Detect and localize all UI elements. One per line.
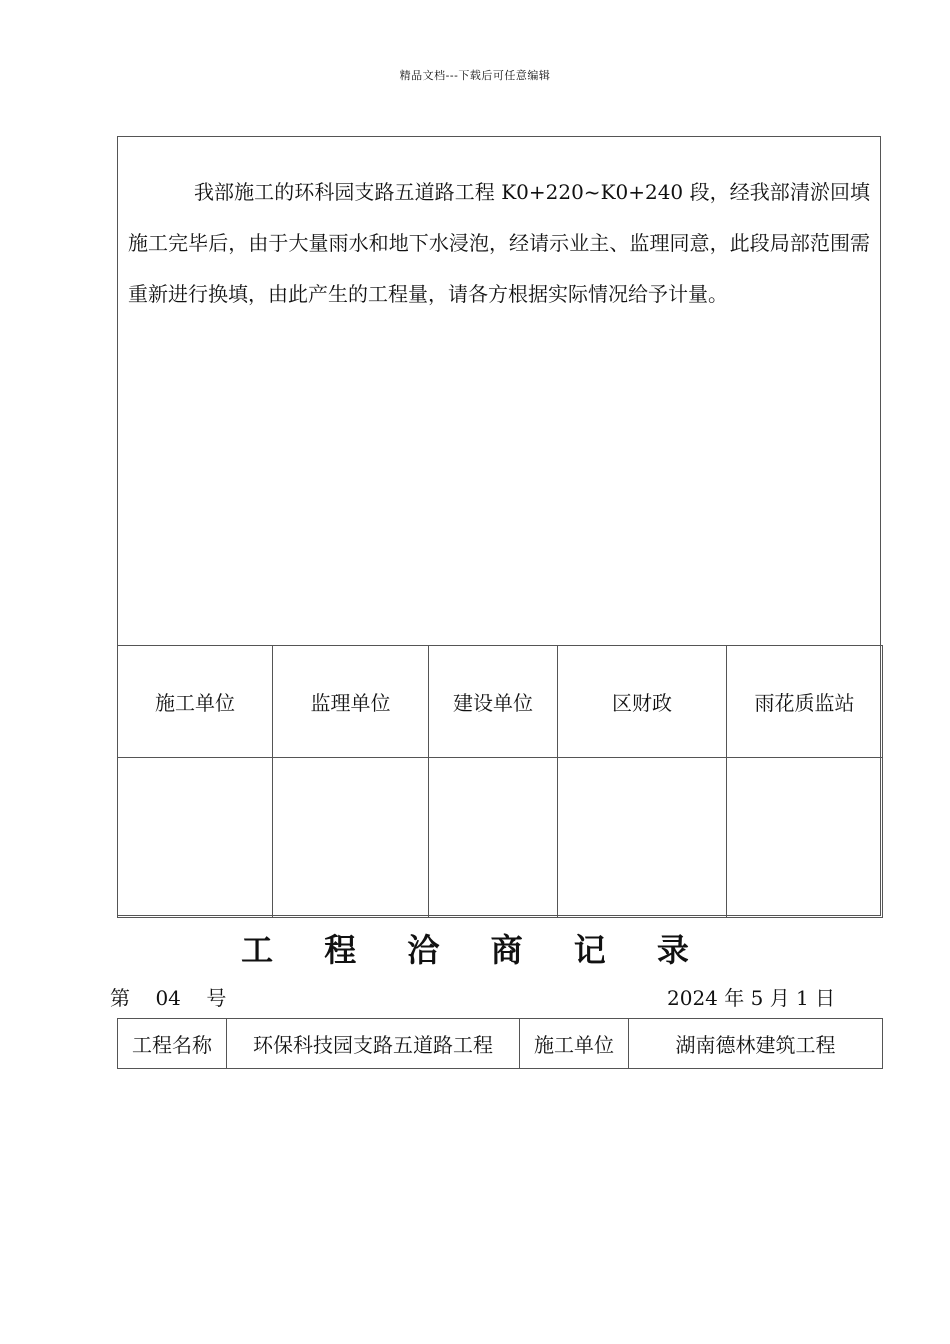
signature-cell[interactable] xyxy=(727,758,883,918)
project-name-value: 环保科技园支路五道路工程 xyxy=(227,1019,520,1069)
project-info-table xyxy=(117,1018,883,1069)
contractor-value: 湖南德林建筑工程 xyxy=(629,1019,883,1069)
signature-cell[interactable] xyxy=(273,758,429,918)
page-header-note: 精品文档---下载后可任意编辑 xyxy=(399,69,551,82)
signature-table xyxy=(117,645,883,918)
signatory-quality-station: 雨花质监站 xyxy=(727,646,883,758)
signature-blank-row xyxy=(118,758,883,918)
serial-number xyxy=(110,982,226,1011)
project-info-row xyxy=(118,1019,883,1069)
serial-suffix: 号 xyxy=(206,986,227,1010)
contractor-label: 施工单位 xyxy=(520,1019,629,1069)
serial-value: 04 xyxy=(155,986,181,1010)
form-date: 2024 年 5 月 1 日 xyxy=(667,986,836,1010)
signature-cell[interactable] xyxy=(558,758,727,918)
signatory-owner: 建设单位 xyxy=(429,646,558,758)
project-name-label: 工程名称 xyxy=(118,1019,227,1069)
form-title: 工 程 洽 商 记 录 xyxy=(241,931,709,969)
signatory-contractor: 施工单位 xyxy=(118,646,273,758)
signatory-district-finance: 区财政 xyxy=(558,646,727,758)
signatory-supervisor: 监理单位 xyxy=(273,646,429,758)
signature-cell[interactable] xyxy=(118,758,273,918)
signature-cell[interactable] xyxy=(429,758,558,918)
signature-header-row xyxy=(118,646,883,758)
serial-prefix: 第 xyxy=(110,986,130,1010)
body-paragraph: 我部施工的环科园支路五道路工程 K0+220~K0+240 段，经我部清淤回填施工完毕后，由于大量雨水和地下水浸泡，经请示业主、监理同意，此段局部范围需重新进行换填，由此产生的工程量，请各方根据实际情况给予计量。 xyxy=(128,180,870,306)
